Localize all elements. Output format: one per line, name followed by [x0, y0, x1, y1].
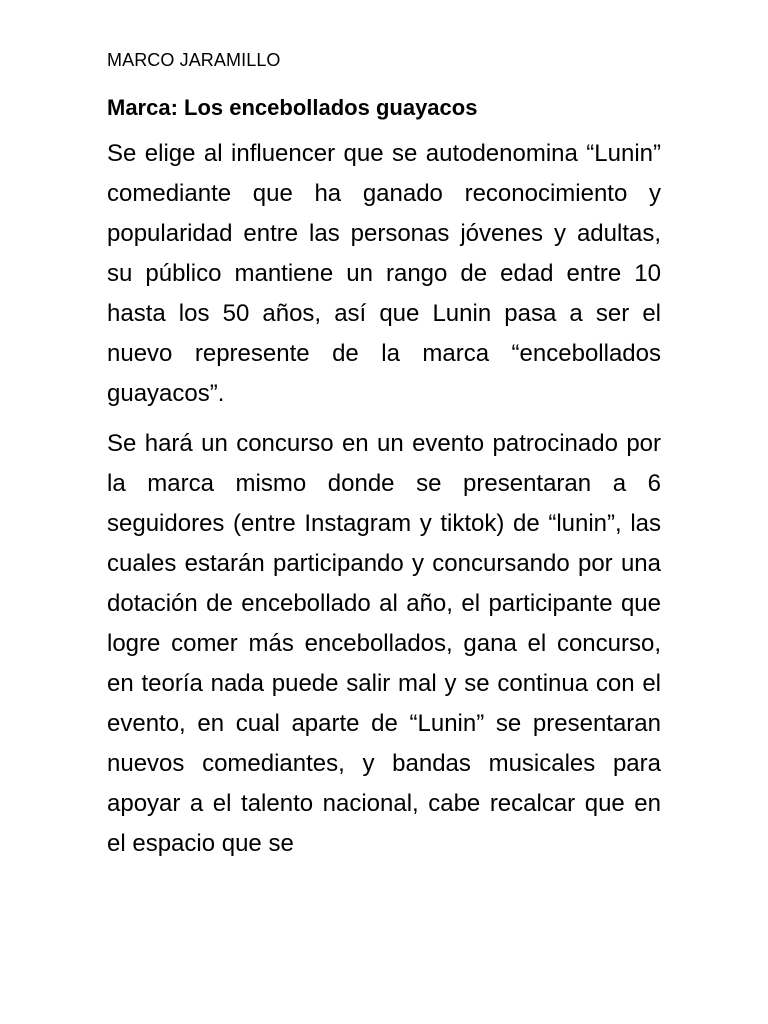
- author-name: MARCO JARAMILLO: [107, 50, 281, 70]
- body-paragraph-1: Se elige al influencer que se autodenomina “Lunin” comediante que ha ganado reconocimiento y popularidad entre las personas jóvenes y adultas, su público mantiene un rango de edad entre 10 hasta los 50 años, así que Lunin pasa a ser el nuevo represente de la marca “encebollados guayacos”.: [107, 140, 661, 407]
- document-content: [107, 48, 661, 864]
- document-title: Marca: Los encebollados guayacos: [107, 95, 478, 120]
- body-paragraph-2: Se hará un concurso en un evento patrocinado por la marca mismo donde se presentaran a 6 seguidores (entre Instagram y tiktok) de “lunin”, las cuales estarán participando y concursando por una dotación de encebollado al año, el participante que logre comer más encebollados, gana el concurso, en teoría nada puede salir mal y se continua con el evento, en cual aparte de “Lunin” se presentaran nuevos comediantes, y bandas musicales para apoyar a el talento nacional, cabe recalcar que en el espacio que se: [107, 430, 661, 857]
